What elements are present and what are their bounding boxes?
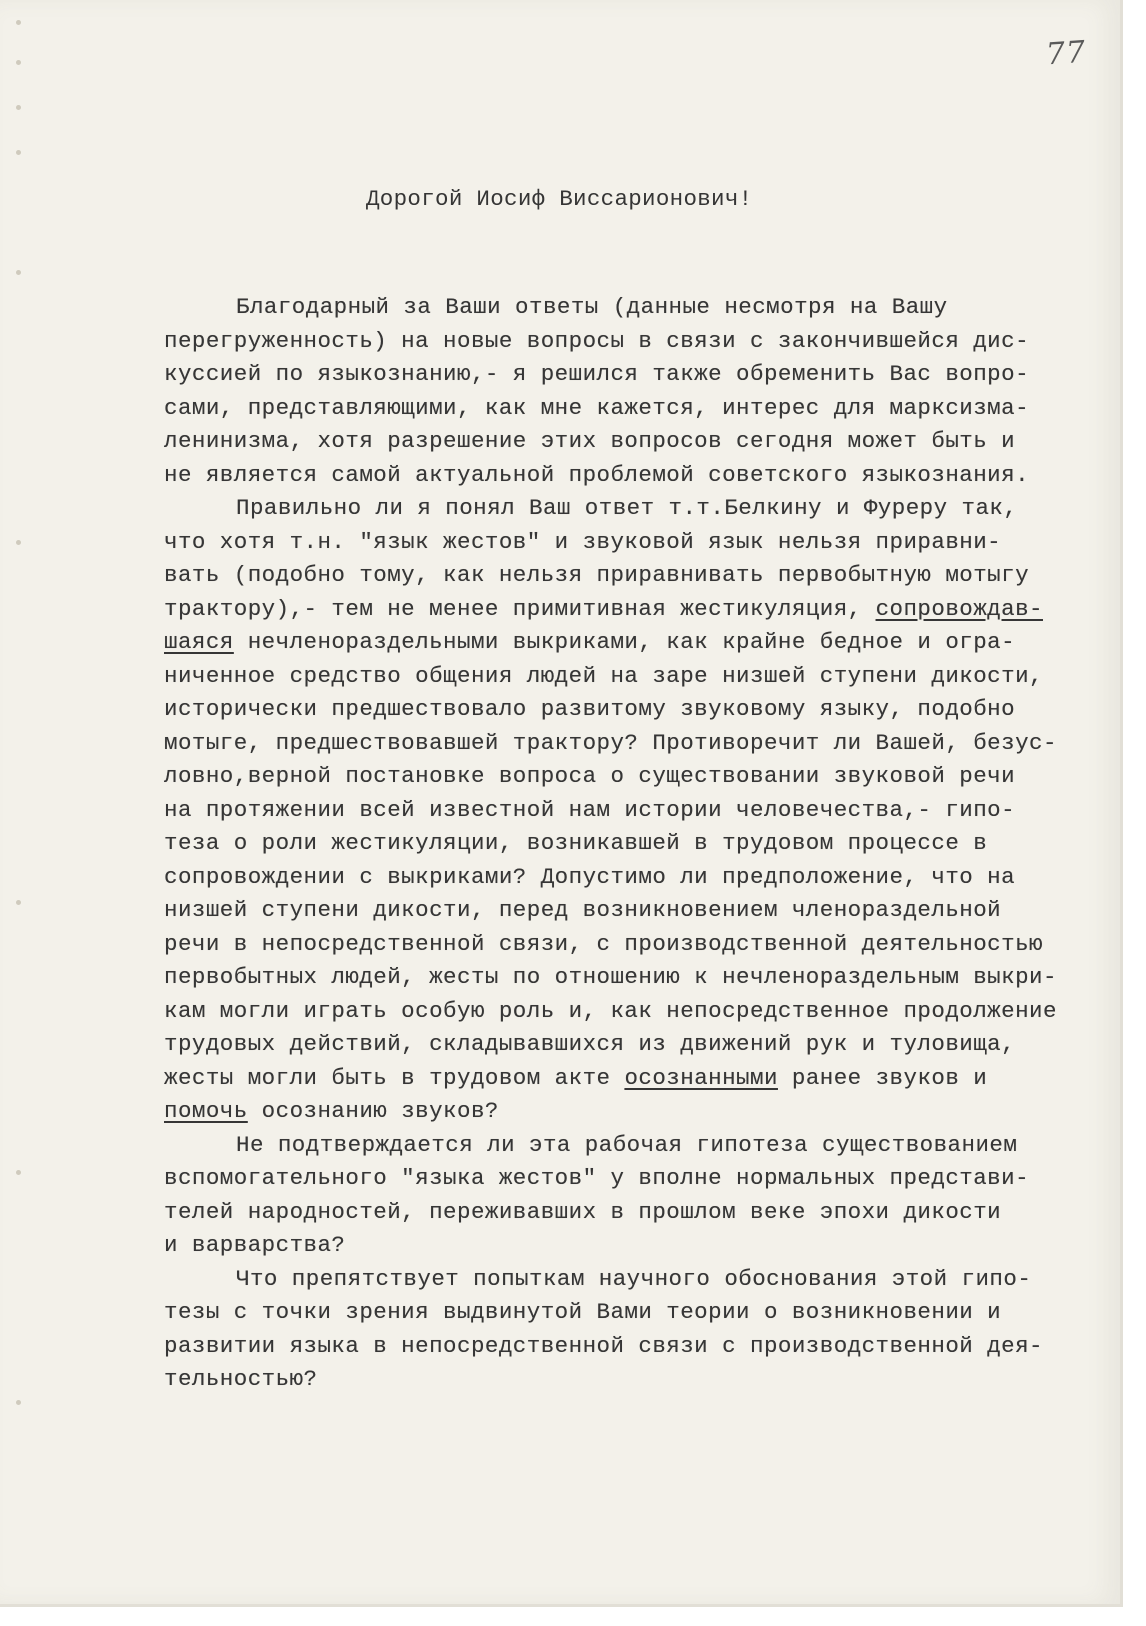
underlined-text: шаяся bbox=[164, 629, 234, 655]
punch-hole bbox=[16, 150, 21, 155]
letter-line bbox=[164, 592, 1043, 626]
letter-line bbox=[164, 458, 1029, 492]
letter-line bbox=[164, 692, 1015, 726]
line-text: жесты могли быть в трудовом акте bbox=[164, 1064, 625, 1091]
line-text: низшей ступени дикости, перед возникновением членораздельной bbox=[164, 897, 1002, 923]
letter-line bbox=[164, 793, 1015, 827]
punch-hole bbox=[16, 540, 21, 545]
line-text: первобытных людей, жесты по отношению к нечленораздельным выкри- bbox=[164, 964, 1057, 990]
letter-line bbox=[164, 1362, 317, 1396]
line-text: и варварства? bbox=[164, 1232, 346, 1258]
line-text: ленинизма, хотя разрешение этих вопросов сегодня может быть и bbox=[164, 428, 1016, 454]
letter-line bbox=[164, 558, 1029, 592]
letter-line bbox=[164, 1329, 1043, 1363]
letter-salutation: Дорогой Иосиф Виссарионович! bbox=[366, 186, 753, 212]
line-text: куссией по языкознанию,- я решился также обременить Вас вопро- bbox=[164, 361, 1030, 387]
letter-line bbox=[164, 1094, 499, 1128]
line-text: трудовых действий, складывавшихся из движений рук и туловища, bbox=[164, 1031, 1016, 1057]
letter-line bbox=[164, 525, 1001, 559]
punch-hole bbox=[16, 105, 21, 110]
handwritten-page-number: 77 bbox=[1044, 34, 1088, 73]
letter-line bbox=[236, 1262, 1031, 1296]
letter-line bbox=[164, 1295, 1001, 1329]
punch-hole bbox=[16, 20, 21, 25]
punch-holes bbox=[16, 20, 36, 1420]
letter-line bbox=[164, 759, 1015, 793]
letter-line bbox=[164, 1195, 1001, 1229]
line-text: тельностью? bbox=[164, 1366, 318, 1392]
line-text: что хотя т.н. "язык жестов" и звуковой язык нельзя приравни- bbox=[164, 528, 1002, 555]
line-text: ловно,верной постановке вопроса о существовании звуковой речи bbox=[164, 763, 1016, 789]
letter-line bbox=[164, 391, 1029, 425]
line-text: тезы с точки зрения выдвинутой Вами теории о возникновении и bbox=[164, 1299, 1002, 1325]
underlined-text: помочь bbox=[164, 1098, 248, 1124]
letter-line bbox=[164, 860, 1015, 894]
line-text: Не подтверждается ли эта рабочая гипотеза существованием bbox=[236, 1131, 1018, 1158]
line-text: вспомогательного "языка жестов" у вполне нормальных представи- bbox=[164, 1165, 1030, 1191]
line-text: сами, представляющими, как мне кажется, интерес для марксизма- bbox=[164, 394, 1030, 421]
line-text: трактору),- тем не менее примитивная жестикуляция, bbox=[164, 595, 876, 622]
punch-hole bbox=[16, 1400, 21, 1405]
punch-hole bbox=[16, 1170, 21, 1175]
line-text: исторически предшествовало развитому звуковому языку, подобно bbox=[164, 696, 1016, 722]
letter-line bbox=[164, 893, 1001, 927]
letter-line bbox=[164, 826, 987, 860]
letter-line bbox=[236, 290, 948, 324]
letter-line bbox=[164, 927, 1043, 961]
line-text: вать (подобно тому, как нельзя приравнивать первобытную мотыгу bbox=[164, 562, 1030, 588]
underlined-text: осознанными bbox=[624, 1064, 778, 1091]
line-text: перегруженность) на новые вопросы в связи с закончившейся дис- bbox=[164, 327, 1030, 354]
letter-line bbox=[164, 324, 1029, 358]
line-text: теза о роли жестикуляции, возникавшей в трудовом процессе в bbox=[164, 830, 988, 856]
line-text: не является самой актуальной проблемой советского языкознания. bbox=[164, 461, 1030, 488]
letter-line bbox=[164, 424, 1015, 458]
letter-line bbox=[164, 1061, 987, 1095]
letter-line bbox=[164, 960, 1057, 994]
line-text: телей народностей, переживавших в прошлом веке эпохи дикости bbox=[164, 1198, 1002, 1225]
letter-line bbox=[164, 1228, 345, 1262]
line-text: Что препятствует попыткам научного обоснования этой гипо- bbox=[236, 1265, 1032, 1292]
line-text: осознанию звуков? bbox=[247, 1098, 499, 1124]
letter-line bbox=[236, 1128, 1017, 1162]
letter-line bbox=[164, 994, 1057, 1028]
punch-hole bbox=[16, 60, 21, 65]
line-text: речи в непосредственной связи, с производственной деятельностью bbox=[164, 930, 1043, 957]
line-text: на протяжении всей известной нам истории человечества,- гипо- bbox=[164, 796, 1016, 823]
letter-line bbox=[164, 1027, 1015, 1061]
line-text: ниченное средство общения людей на заре низшей ступени дикости, bbox=[164, 662, 1043, 689]
line-text: мотыге, предшествовавшей трактору? Противоречит ли Вашей, безус- bbox=[164, 729, 1057, 756]
line-text: ранее звуков и bbox=[777, 1064, 988, 1091]
line-text: кам могли играть особую роль и, как непосредственное продолжение bbox=[164, 997, 1057, 1024]
letter-line bbox=[164, 1161, 1029, 1195]
line-text: нечленораздельными выкриками, как крайне бедное и огра- bbox=[233, 629, 1016, 655]
line-text: Правильно ли я понял Ваш ответ т.т.Белкину и Фуреру так, bbox=[236, 495, 1018, 521]
underlined-text: сопровождав- bbox=[875, 595, 1043, 622]
letter-line bbox=[164, 659, 1043, 693]
line-text: Благодарный за Ваши ответы (данные несмотря на Вашу bbox=[236, 294, 948, 320]
punch-hole bbox=[16, 900, 21, 905]
punch-hole bbox=[16, 270, 21, 275]
line-text: развитии языка в непосредственной связи с производственной дея- bbox=[164, 1332, 1043, 1359]
letter-line bbox=[236, 491, 1017, 525]
line-text: сопровождении с выкриками? Допустимо ли предположение, что на bbox=[164, 863, 1016, 890]
letter-line bbox=[164, 726, 1057, 760]
letter-line bbox=[164, 625, 1015, 659]
letter-line bbox=[164, 357, 1029, 391]
